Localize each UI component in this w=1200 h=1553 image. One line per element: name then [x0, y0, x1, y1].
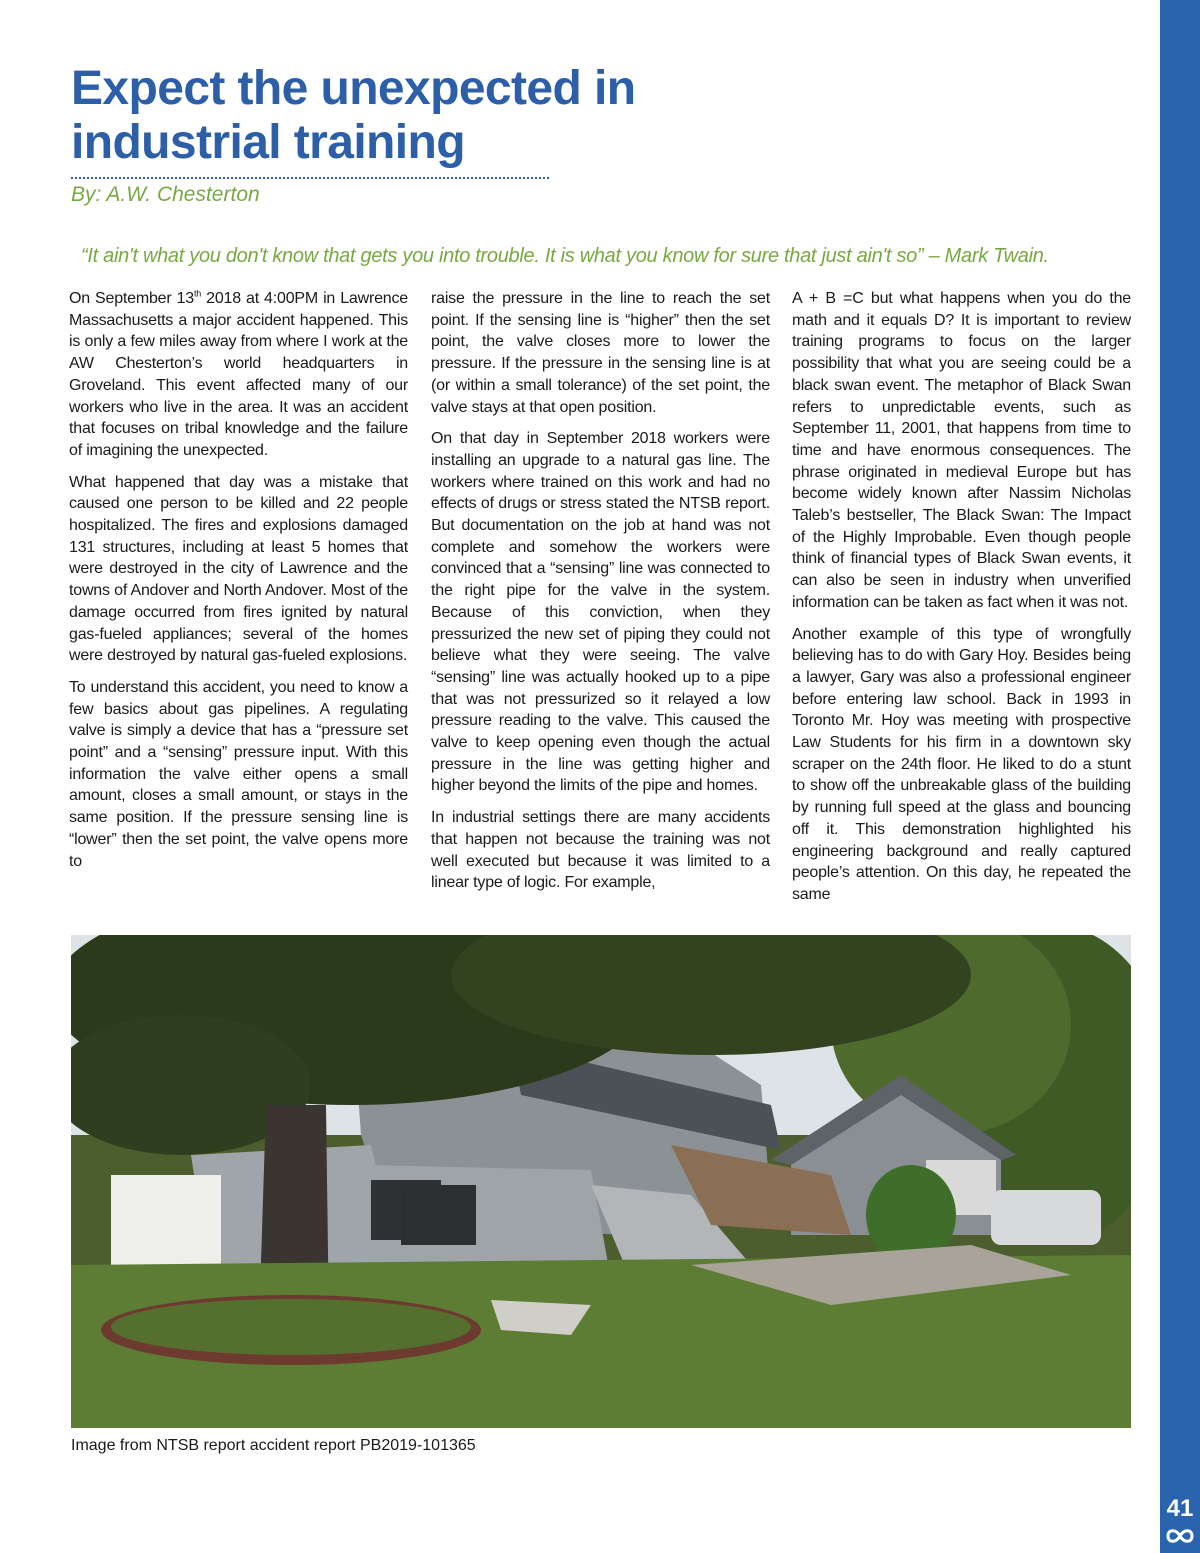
text-column-2 — [431, 288, 770, 904]
paragraph: Another example of this type of wrongfully believing has to do with Gary Hoy. Besides being a lawyer, Gary was also a professional engineer before entering law school. Back in 1993 in Toronto Mr. Hoy was meeting with prospective Law Students for his firm in a downtown sky scraper on the 24th floor. He liked to do a stunt to show off the unbreakable glass of the building by running full speed at the glass and bouncing off it. This demonstration highlighted his engineering background and really captured people’s attention. On this day, he repeated the same — [792, 625, 1131, 903]
paragraph: A + B =C but what happens when you do the math and it equals D? It is important to review training programs to focus on the larger possibility that what you are seeing could be a black swan event. The metaphor of Black Swan refers to unpredictable events, such as September 11, 2001, that happens from time to time and have enormous consequences. The phrase originated in medieval Europe but has become widely known after Nassim Nicholas Taleb’s bestseller, The Black Swan: The Impact of the Highly Improbable. Even though people think of financial types of Black Swan events, it can also be seen in industry when unverified information can be taken as fact when it was not. — [792, 290, 1131, 611]
text-column-1 — [69, 288, 408, 882]
page-number: 41 — [1166, 1495, 1194, 1522]
paragraph: On that day in September 2018 workers were installing an upgrade to a natural gas line. The workers where trained on this work and had no effects of drugs or stress stated the NTSB report. But documentation on the job at hand was not complete and somehow the workers were convinced that a “sensing” line was connected to the right pipe for the valve in the system. Because of this conviction, when they pressurized the new set of piping they could not believe what they were seeing. The valve “sensing” line was actually hooked up to a pipe that was not pressurized so it relayed a low pressure reading to the valve. This caused the valve to keep opening even though the actual pressure in the line was getting higher and higher beyond the limits of the pipe and homes. — [431, 430, 770, 795]
pull-quote: “It ain't what you don't know that gets you into trouble. It is what you know for sure that just ain't so” – Mark Twain. — [81, 245, 1049, 267]
paragraph: In industrial settings there are many accidents that happen not because the training was not well executed but because it was limited to a linear type of logic. For example, — [431, 809, 770, 892]
title-line-1: Expect the unexpected in — [71, 62, 636, 115]
photo-caption: Image from NTSB report accident report PB2019-101365 — [71, 1437, 476, 1454]
author-byline: By: A.W. Chesterton — [71, 183, 260, 206]
page-edge-bar — [1160, 0, 1200, 1553]
article-title — [71, 62, 671, 170]
paragraph: What happened that day was a mistake that caused one person to be killed and 22 people hospitalized. The fires and explosions damaged 131 structures, including at least 5 homes that were destroyed in the city of Lawrence and the towns of Andover and North Andover. Most of the damage occurred from fires ignited by natural gas-fueled appliances; several of the homes were destroyed by natural gas-fueled explosions. — [69, 473, 408, 665]
accident-photo — [71, 935, 1131, 1428]
text-column-3 — [792, 288, 1131, 916]
paragraph: On September 13th 2018 at 4:00PM in Lawrence Massachusetts a major accident happened. This is only a few miles away from where I work at the AW Chesterton’s world headquarters in Groveland. This event affected many of our workers who live in the area. It was an accident that focuses on tribal knowledge and the failure of imagining the unexpected. — [69, 288, 408, 459]
title-line-2: industrial training — [71, 116, 465, 169]
paragraph: raise the pressure in the line to reach the set point. If the sensing line is “higher” then the set point, the valve closes more to lower the pressure. If the pressure in the sensing line is at (or within a small tolerance) of the set point, the valve stays at that open position. — [431, 290, 770, 416]
paragraph: To understand this accident, you need to know a few basics about gas pipelines. A regulating valve is simply a device that has a “pressure set point” and a “sensing” pressure input. With this information the valve either opens a small amount, closes a small amount, or stays in the same position. If the pressure sensing line is “lower” then the set point, the valve opens more to — [69, 678, 408, 870]
title-divider — [71, 177, 549, 179]
infinity-logo-icon — [1165, 1527, 1195, 1545]
